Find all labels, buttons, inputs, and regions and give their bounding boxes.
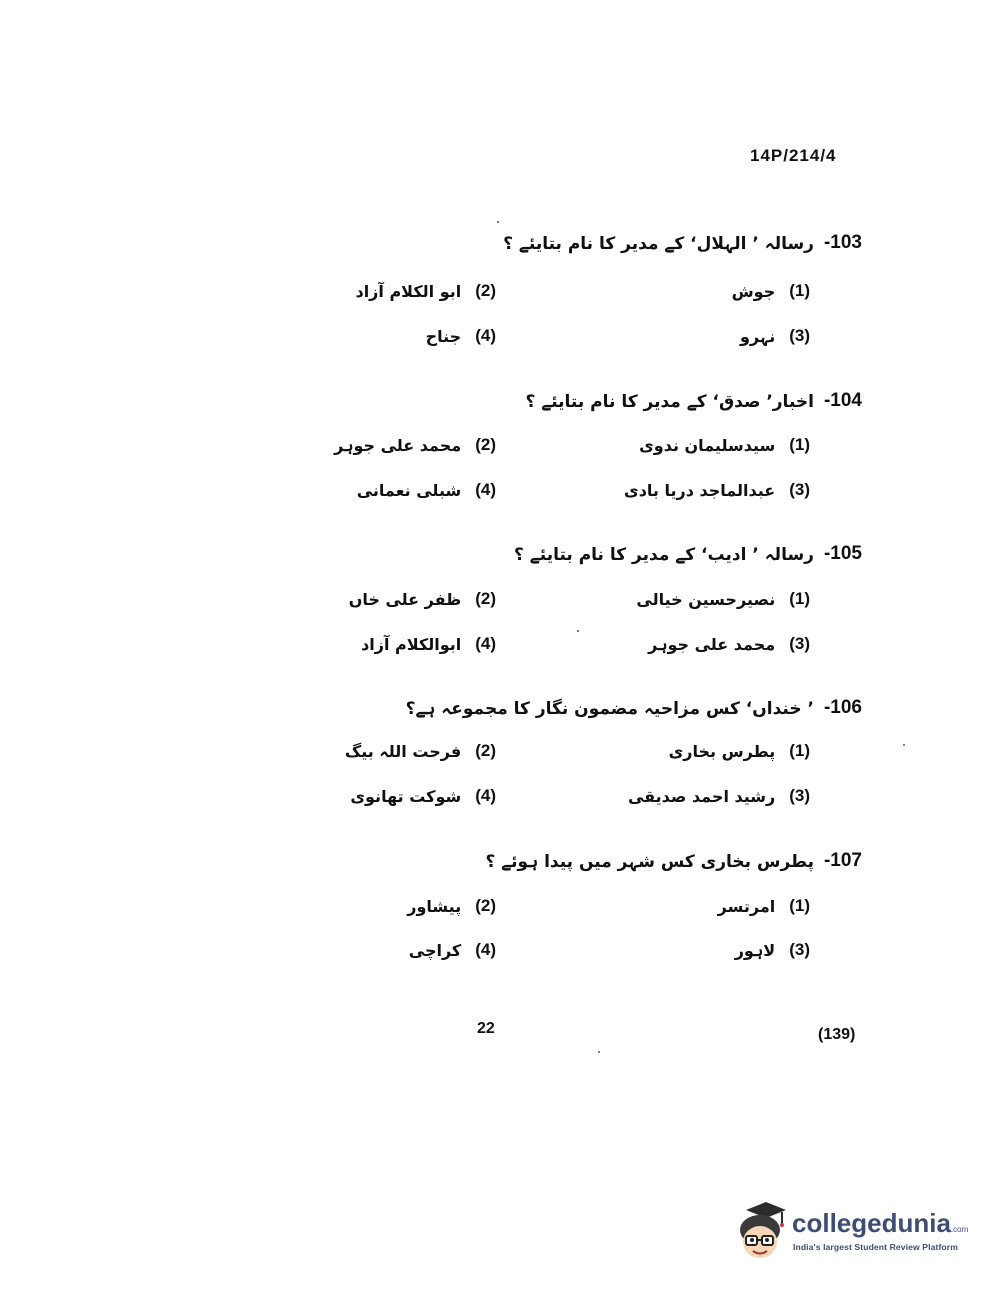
option-number: (3)	[789, 480, 810, 499]
option-3	[648, 634, 810, 654]
question-text: اخبار’ صدق‘ کے مدیر کا نام بتایئے ؟	[525, 391, 814, 412]
scan-speck	[903, 744, 905, 746]
question-105	[300, 543, 862, 583]
logo-suffix: .com	[950, 1225, 969, 1234]
option-number: (3)	[789, 786, 810, 805]
question-number: -106	[823, 697, 862, 718]
option-1	[718, 896, 810, 916]
scan-speck	[497, 221, 499, 223]
option-2	[355, 281, 496, 301]
option-text: کراچی	[408, 940, 462, 960]
option-number: (2)	[475, 435, 496, 454]
option-1	[732, 281, 810, 301]
option-4	[409, 940, 496, 960]
option-number: (1)	[789, 896, 810, 915]
option-text: نصیرحسین خیالی	[636, 589, 776, 609]
collegedunia-logo	[732, 1198, 967, 1266]
option-text: محمد علی جوہر	[648, 634, 776, 654]
option-text: سیدسلیمان ندوی	[639, 435, 776, 455]
option-number: (4)	[475, 326, 496, 345]
option-text: پطرس بخاری	[668, 741, 776, 761]
question-103	[300, 232, 862, 272]
option-text: ابو الکلام آزاد	[355, 281, 462, 301]
scan-speck	[577, 630, 579, 632]
option-text: شوکت تھانوی	[350, 786, 462, 806]
scan-speck	[598, 1051, 600, 1053]
option-text: لاہور	[734, 940, 776, 960]
option-4	[361, 634, 496, 654]
option-1	[636, 589, 810, 609]
option-text: جناح	[425, 326, 462, 346]
question-106	[300, 697, 862, 737]
option-number: (3)	[789, 634, 810, 653]
option-4	[350, 786, 496, 806]
option-3	[735, 940, 810, 960]
question-text: رسالہ ’ ادیب‘ کے مدیر کا نام بتایئے ؟	[514, 544, 814, 565]
option-number: (3)	[789, 326, 810, 345]
mascot-icon	[732, 1198, 792, 1266]
option-number: (4)	[475, 480, 496, 499]
option-text: ظفر علی خاں	[348, 589, 462, 609]
option-4	[426, 326, 496, 346]
option-text: عبدالماجد دریا بادی	[624, 480, 776, 500]
option-number: (1)	[789, 741, 810, 760]
option-text: امرتسر	[717, 896, 776, 916]
option-number: (2)	[475, 589, 496, 608]
option-number: (4)	[475, 940, 496, 959]
option-number: (2)	[475, 896, 496, 915]
option-3	[740, 326, 810, 346]
question-number: -105	[823, 543, 862, 564]
option-2	[345, 741, 496, 761]
option-text: ابوالکلام آزاد	[361, 634, 462, 654]
option-2	[349, 589, 496, 609]
option-number: (1)	[789, 435, 810, 454]
option-number: (1)	[789, 589, 810, 608]
option-number: (4)	[475, 634, 496, 653]
option-3	[624, 480, 810, 500]
option-text: پیشاور	[407, 896, 462, 916]
paper-code: 14P/214/4	[750, 146, 837, 165]
option-number: (2)	[475, 281, 496, 300]
option-text: رشید احمد صدیقی	[627, 786, 776, 806]
option-number: (3)	[789, 940, 810, 959]
option-4	[357, 480, 496, 500]
option-2	[407, 896, 496, 916]
option-text: محمد علی جوہر	[334, 435, 462, 455]
option-text: جوش	[731, 281, 776, 301]
question-number: -103	[823, 232, 862, 253]
option-text: شبلی نعمانی	[356, 480, 462, 500]
option-number: (4)	[475, 786, 496, 805]
question-104	[300, 390, 862, 430]
question-text: رسالہ ’ الہلال‘ کے مدیر کا نام بتایئے ؟	[503, 233, 814, 254]
question-number: -107	[823, 850, 862, 871]
option-number: (1)	[789, 281, 810, 300]
option-2	[334, 435, 496, 455]
question-107	[300, 850, 862, 890]
logo-tagline: India's largest Student Review Platform	[793, 1242, 958, 1252]
page-number: 22	[477, 1020, 495, 1037]
option-text: فرحت اللہ بیگ	[344, 741, 462, 761]
footer-code: (139)	[818, 1026, 856, 1043]
question-text: ’ خنداں‘ کس مزاحیہ مضمون نگار کا مجموعہ ہے؟	[405, 698, 814, 719]
option-number: (2)	[475, 741, 496, 760]
question-text: پطرس بخاری کس شہر میں پیدا ہوئے ؟	[485, 851, 814, 872]
logo-name: collegedunia	[792, 1208, 951, 1238]
option-1	[639, 435, 810, 455]
option-text: نہرو	[739, 326, 776, 346]
question-number: -104	[823, 390, 862, 411]
option-3	[628, 786, 810, 806]
option-1	[669, 741, 810, 761]
logo-title	[792, 1208, 968, 1239]
